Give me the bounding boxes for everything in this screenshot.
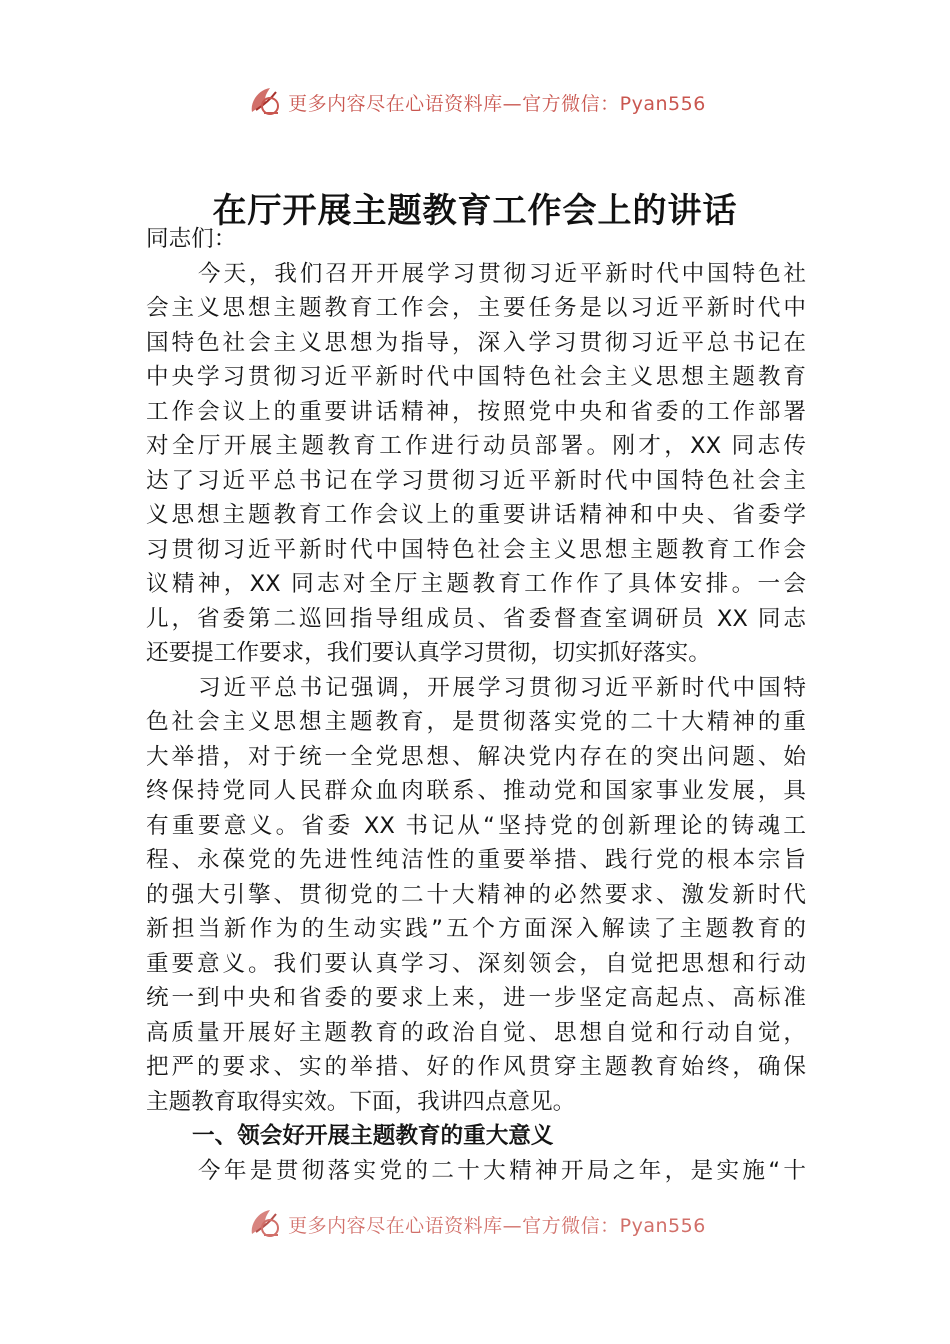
watermark-text: 更多内容尽在心语资料库—官方微信：Pyan556	[288, 1214, 706, 1237]
document-title: 在厅开展主题教育工作会上的讲话	[212, 191, 738, 231]
watermark-text: 更多内容尽在心语资料库—官方微信：Pyan556	[288, 92, 706, 115]
body-text-line: 义思想主题教育工作会议上的重要讲话精神和中央、省委学	[146, 502, 806, 528]
body-text-line: 统一到中央和省委的要求上来，进一步坚定高起点、高标准	[146, 985, 806, 1011]
body-text-line: 把严的要求、实的举措、好的作风贯穿主题教育始终，确保	[146, 1054, 806, 1080]
body-text-line: 色社会主义思想主题教育，是贯彻落实党的二十大精神的重	[146, 709, 806, 735]
body-text-line: 工作会议上的重要讲话精神，按照党中央和省委的工作部署	[146, 398, 806, 425]
body-text-line: 中央学习贯彻习近平新时代中国特色社会主义思想主题教育	[146, 364, 806, 390]
document-body	[146, 222, 806, 1188]
body-text-line: 儿，省委第二巡回指导组成员、省委督查室调研员 XX 同志	[146, 605, 806, 632]
body-text-line: 终保持党同人民群众血肉联系、推动党和国家事业发展，具	[146, 778, 806, 804]
quill-pen-logo-icon	[244, 82, 284, 122]
body-text-line: 主题教育取得实效。下面，我讲四点意见。	[146, 1088, 576, 1115]
body-text-line: 还要提工作要求，我们要认真学习贯彻，切实抓好落实。	[146, 640, 711, 666]
body-text-line: 今年是贯彻落实党的二十大精神开局之年，是实施“十	[198, 1157, 806, 1184]
body-text-line: 重要意义。我们要认真学习、深刻领会，自觉把思想和行动	[146, 950, 806, 977]
body-text-line: 对全厅开展主题教育工作进行动员部署。刚才，XX 同志传	[146, 433, 806, 459]
body-text-line: 会主义思想主题教育工作会，主要任务是以习近平新时代中	[146, 295, 806, 321]
body-text-line: 习贯彻习近平新时代中国特色社会主义思想主题教育工作会	[146, 536, 806, 563]
watermark-footer	[0, 1204, 950, 1244]
body-text-line: 议精神，XX 同志对全厅主题教育工作作了具体安排。一会	[146, 571, 806, 597]
body-text-line: 新担当新作为的生动实践”五个方面深入解读了主题教育的	[146, 916, 806, 942]
body-text-line: 同志们：	[146, 226, 237, 252]
body-text-line: 大举措，对于统一全党思想、解决党内存在的突出问题、始	[146, 743, 806, 770]
body-text-line: 国特色社会主义思想为指导，深入学习贯彻习近平总书记在	[146, 329, 806, 356]
body-text-line: 习近平总书记强调，开展学习贯彻习近平新时代中国特	[198, 674, 806, 701]
body-text-line: 有重要意义。省委 XX 书记从“坚持党的创新理论的铸魂工	[146, 812, 806, 839]
body-text-line: 的强大引擎、贯彻党的二十大精神的必然要求、激发新时代	[146, 881, 806, 908]
body-text-line: 程、永葆党的先进性纯洁性的重要举措、践行党的根本宗旨	[146, 847, 806, 873]
body-text-line: 达了习近平总书记在学习贯彻习近平新时代中国特色社会主	[146, 467, 806, 494]
watermark-header	[0, 82, 950, 122]
body-text-line: 今天，我们召开开展学习贯彻习近平新时代中国特色社	[198, 260, 806, 287]
section-heading: 一、领会好开展主题教育的重大意义	[192, 1123, 554, 1149]
body-text-line: 高质量开展好主题教育的政治自觉、思想自觉和行动自觉，	[146, 1019, 806, 1046]
quill-pen-logo-icon	[244, 1204, 284, 1244]
